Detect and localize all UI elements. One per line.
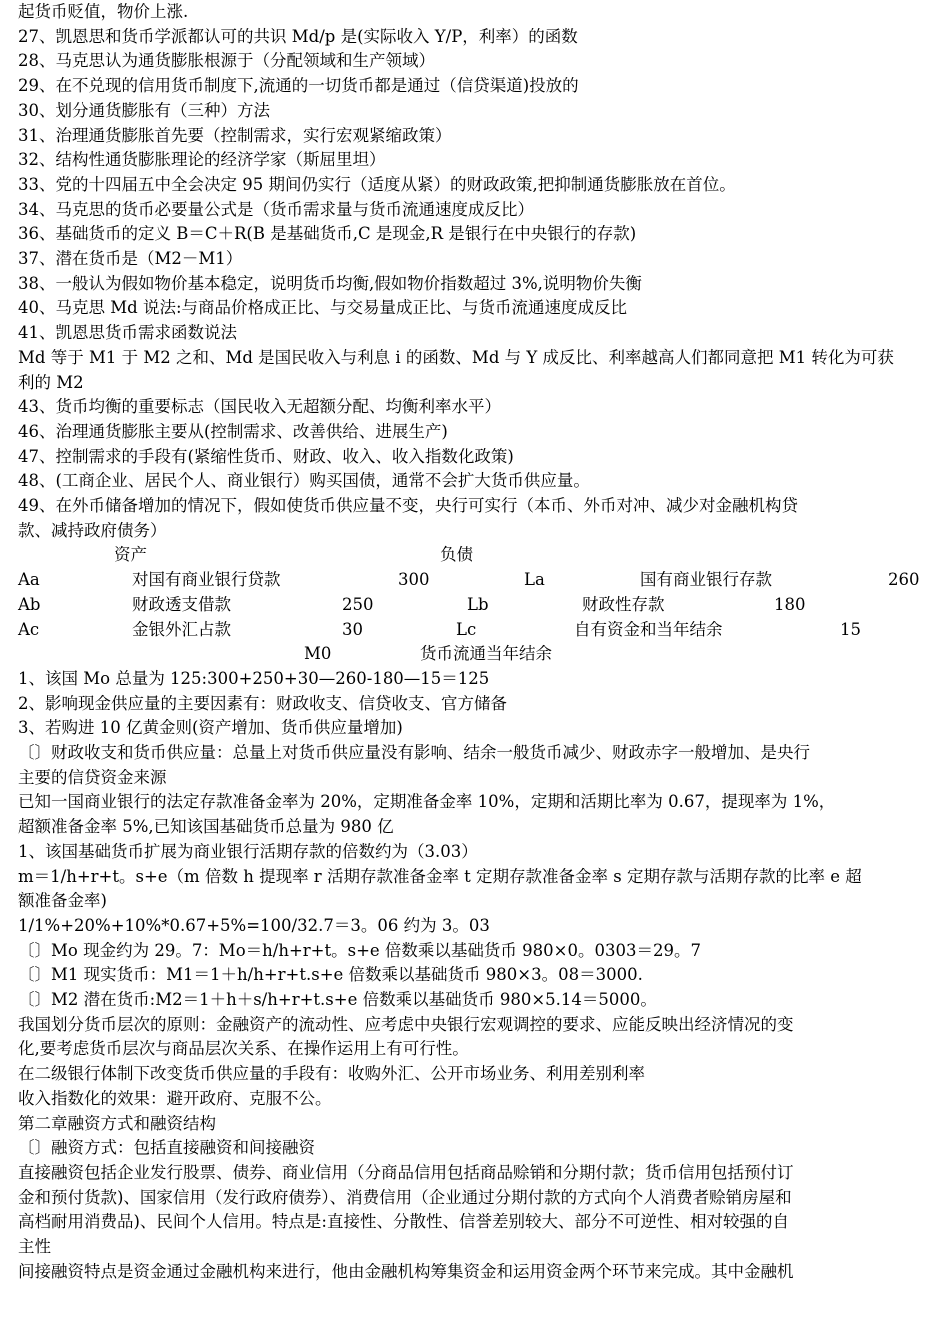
text-line: 〔〕M2 潜在货币:M2＝1＋h＋s/h+r+t.s+e 倍数乘以基础货币 980×5.14＝5000。 bbox=[18, 990, 657, 1010]
text-line: 38、一般认为假如物价基本稳定，说明货币均衡,假如物价指数超过 3%,说明物价失衡 bbox=[18, 273, 642, 293]
text-line: 40、马克思 Md 说法:与商品价格成正比、与交易量成正比、与货币流通速度成反比 bbox=[18, 298, 628, 318]
text-line: 29、在不兑现的信用货币制度下,流通的一切货币都是通过（信贷渠道)投放的 bbox=[18, 76, 579, 96]
balance-table-header bbox=[18, 543, 932, 568]
text-line: 高档耐用消费品)、民间个人信用。特点是:直接性、分散性、信誉差别较大、部分不可逆性、相对较强的自 bbox=[18, 1212, 789, 1232]
asset-code: Ac bbox=[18, 619, 40, 639]
liability-code: La bbox=[524, 570, 545, 590]
text-line: m＝1/h+r+t。s+e（m 倍数 h 提现率 r 活期存款准备金率 t 定期存款准备金率 s 定期存款与活期存款的比率 e 超 bbox=[18, 866, 862, 886]
balance-table bbox=[18, 543, 932, 666]
text-line: 已知一国商业银行的法定存款准备金率为 20%，定期准备金率 10%，定期和活期比率为 0.67，提现率为 1%， bbox=[18, 792, 836, 812]
liability-code: Lb bbox=[467, 594, 489, 614]
balance-table-row bbox=[18, 568, 932, 593]
text-line: 36、基础货币的定义 B＝C＋R(B 是基础货币,C 是现金,R 是银行在中央银行的存款) bbox=[18, 224, 637, 244]
text-line: Md 等于 M1 于 M2 之和、Md 是国民收入与利息 i 的函数、Md 与 Y 成反比、利率越高人们都同意把 M1 转化为可获 bbox=[18, 347, 894, 367]
text-line: 〔〕融资方式：包括直接融资和间接融资 bbox=[18, 1138, 315, 1158]
text-line: 化,要考虑货币层次与商品层次关系、在操作运用上有可行性。 bbox=[18, 1039, 469, 1059]
balance-table-footer bbox=[18, 642, 932, 667]
text-line: 款、减持政府债务） bbox=[18, 520, 167, 540]
liability-name: 财政性存款 bbox=[582, 594, 665, 614]
liability-value: 260 bbox=[888, 570, 920, 590]
text-line: 33、党的十四届五中全会决定 95 期间仍实行（适度从紧）的财政政策,把抑制通货膨胀放在首位。 bbox=[18, 174, 736, 194]
text-line: 超额准备金率 5%,已知该国基础货币总量为 980 亿 bbox=[18, 817, 394, 837]
text-line: 〔〕财政收支和货币供应量：总量上对货币供应量没有影响、结余一般货币减少、财政赤字一般增加、是央行 bbox=[18, 743, 810, 763]
text-line: 43、货币均衡的重要标志（国民收入无超额分配、均衡利率水平） bbox=[18, 397, 501, 417]
text-line: 利的 M2 bbox=[18, 372, 84, 392]
m0-label: M0 bbox=[304, 644, 332, 664]
asset-code: Aa bbox=[18, 570, 40, 590]
asset-name: 金银外汇占款 bbox=[132, 619, 231, 639]
asset-name: 对国有商业银行贷款 bbox=[132, 570, 281, 590]
text-line: 金和预付货款)、国家信用（发行政府债券）、消费信用（企业通过分期付款的方式向个人消费者赊销房屋和 bbox=[18, 1187, 792, 1207]
text-line: 2、影响现金供应量的主要因素有：财政收支、信贷收支、官方储备 bbox=[18, 693, 507, 713]
text-line: 1/1%+20%+10%*0.67+5%=100/32.7＝3。06 约为 3。03 bbox=[18, 915, 490, 935]
section-heading: 第二章融资方式和融资结构 bbox=[18, 1113, 216, 1133]
footer-note: 货币流通当年结余 bbox=[420, 644, 552, 664]
text-line: 收入指数化的效果：避开政府、克服不公。 bbox=[18, 1088, 332, 1108]
liability-value: 15 bbox=[840, 619, 861, 639]
text-block-2 bbox=[18, 667, 932, 1285]
text-line: 3、若购进 10 亿黄金则(资产增加、货币供应量增加) bbox=[18, 718, 403, 738]
text-line: 32、结构性通货膨胀理论的经济学家（斯屈里坦） bbox=[18, 150, 386, 170]
asset-name: 财政透支借款 bbox=[132, 594, 231, 614]
text-line: 30、划分通货膨胀有（三种）方法 bbox=[18, 100, 270, 120]
balance-table-row bbox=[18, 618, 932, 643]
text-line: 37、潜在货币是（M2－M1） bbox=[18, 249, 243, 269]
text-line: 48、(工商企业、居民个人、商业银行）购买国债，通常不会扩大货币供应量。 bbox=[18, 471, 590, 491]
liability-name: 国有商业银行存款 bbox=[640, 570, 772, 590]
text-line: 额准备金率) bbox=[18, 891, 107, 911]
text-line: 在二级银行体制下改变货币供应量的手段有：收购外汇、公开市场业务、利用差别利率 bbox=[18, 1064, 645, 1084]
text-block-1 bbox=[18, 0, 932, 543]
document-page bbox=[18, 0, 932, 1284]
text-line: 我国划分货币层次的原则：金融资产的流动性、应考虑中央银行宏观调控的要求、应能反映出经济情况的变 bbox=[18, 1014, 794, 1034]
text-line: 1、该国基础货币扩展为商业银行活期存款的倍数约为（3.03） bbox=[18, 841, 478, 861]
liabilities-header: 负债 bbox=[440, 545, 473, 565]
asset-code: Ab bbox=[18, 594, 41, 614]
liability-code: Lc bbox=[456, 619, 477, 639]
text-line: 起货币贬值，物价上涨. bbox=[18, 2, 189, 21]
text-line: 直接融资包括企业发行股票、债券、商业信用（分商品信用包括商品赊销和分期付款；货币信用包括预付订 bbox=[18, 1162, 794, 1182]
text-line: 主性 bbox=[18, 1237, 51, 1257]
balance-table-row bbox=[18, 593, 932, 618]
text-line: 41、凯恩思货币需求函数说法 bbox=[18, 323, 237, 343]
text-line: 28、马克思认为通货膨胀根源于（分配领域和生产领域） bbox=[18, 51, 435, 71]
text-line: 主要的信贷资金来源 bbox=[18, 767, 167, 787]
liability-name: 自有资金和当年结余 bbox=[574, 619, 723, 639]
text-line: 〔〕M1 现实货币：M1＝1＋h/h+r+t.s+e 倍数乘以基础货币 980×3。08＝3000. bbox=[18, 965, 643, 985]
text-line: 34、马克思的货币必要量公式是（货币需求量与货币流通速度成反比） bbox=[18, 199, 534, 219]
asset-value: 300 bbox=[398, 570, 430, 590]
text-line: 47、控制需求的手段有(紧缩性货币、财政、收入、收入指数化政策) bbox=[18, 446, 514, 466]
asset-value: 30 bbox=[342, 619, 363, 639]
text-line: 49、在外币储备增加的情况下，假如使货币供应量不变，央行可实行（本币、外币对冲、减少对金融机构贷 bbox=[18, 496, 798, 516]
text-line: 27、凯恩思和货币学派都认可的共识 Md/p 是(实际收入 Y/P，利率）的函数 bbox=[18, 26, 578, 46]
assets-header: 资产 bbox=[114, 545, 147, 565]
text-line: 〔〕Mo 现金约为 29。7：Mo＝h/h+r+t。s+e 倍数乘以基础货币 980×0。0303＝29。7 bbox=[18, 940, 701, 960]
liability-value: 180 bbox=[774, 594, 806, 614]
asset-value: 250 bbox=[342, 594, 374, 614]
text-line: 31、治理通货膨胀首先要（控制需求，实行宏观紧缩政策） bbox=[18, 125, 452, 145]
text-line: 46、治理通货膨胀主要从(控制需求、改善供给、进展生产) bbox=[18, 421, 448, 441]
text-line: 1、该国 Mo 总量为 125:300+250+30—260-180—15＝125 bbox=[18, 668, 490, 688]
text-line: 间接融资特点是资金通过金融机构来进行，他由金融机构筹集资金和运用资金两个环节来完成。其中金融机 bbox=[18, 1261, 794, 1281]
